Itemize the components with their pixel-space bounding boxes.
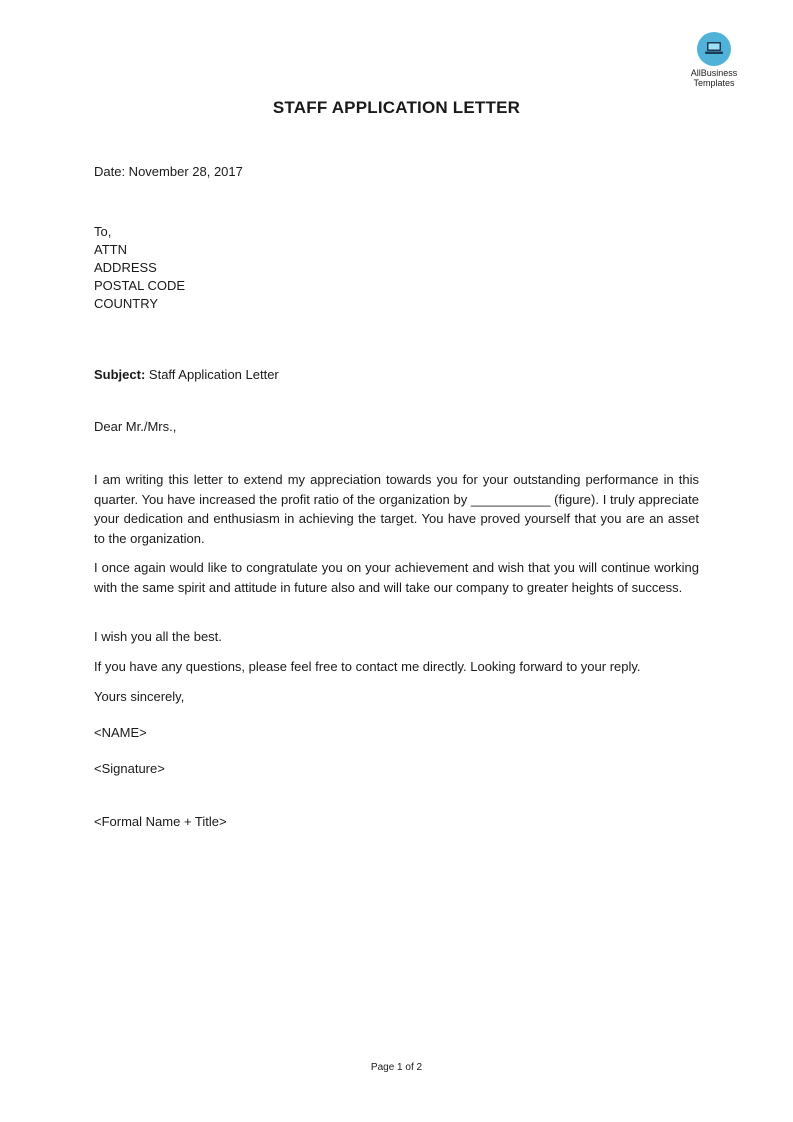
recipient-country: COUNTRY <box>94 296 159 311</box>
salutation: Dear Mr./Mrs., <box>94 419 177 434</box>
body-paragraph-2: I once again would like to congratulate you on your achievement and wish that you will continue working with the same spirit and attitude in future also and will take our company to greater heights of success. <box>94 560 699 595</box>
body-paragraph-3: I wish you all the best. <box>94 629 222 644</box>
signature-placeholder: <Signature> <box>94 761 165 776</box>
laptop-icon <box>697 32 731 66</box>
logo-line-1: AllBusiness <box>690 68 738 78</box>
allbusiness-logo <box>678 32 750 88</box>
recipient-to: To, <box>94 224 112 239</box>
subject-line <box>94 366 279 384</box>
page-title: STAFF APPLICATION LETTER <box>272 98 521 117</box>
body-paragraph-1: I am writing this letter to extend my appreciation towards you for your outstanding performance in this quarter. You have increased the profit ratio of the organization by ___________ (figure). I truly appreciate your dedication and enthusiasm in achieving the target. You have proved yourself that you are an asset to the organization. <box>94 472 699 546</box>
subject-label: Subject: <box>94 367 146 382</box>
formal-name-placeholder: <Formal Name + Title> <box>94 814 227 829</box>
body-paragraph-4: If you have any questions, please feel free to contact me directly. Looking forward to your reply. <box>94 659 641 674</box>
logo-line-2: Templates <box>693 78 735 88</box>
subject-text: Staff Application Letter <box>145 367 279 382</box>
letter-date: Date: November 28, 2017 <box>94 164 243 179</box>
recipient-address: ADDRESS <box>94 260 157 275</box>
recipient-attn: ATTN <box>94 242 127 257</box>
recipient-postal-code: POSTAL CODE <box>94 278 186 293</box>
page-number: Page 1 of 2 <box>370 1062 423 1073</box>
name-placeholder: <NAME> <box>94 725 147 740</box>
closing: Yours sincerely, <box>94 689 185 704</box>
logo-text <box>678 68 750 88</box>
